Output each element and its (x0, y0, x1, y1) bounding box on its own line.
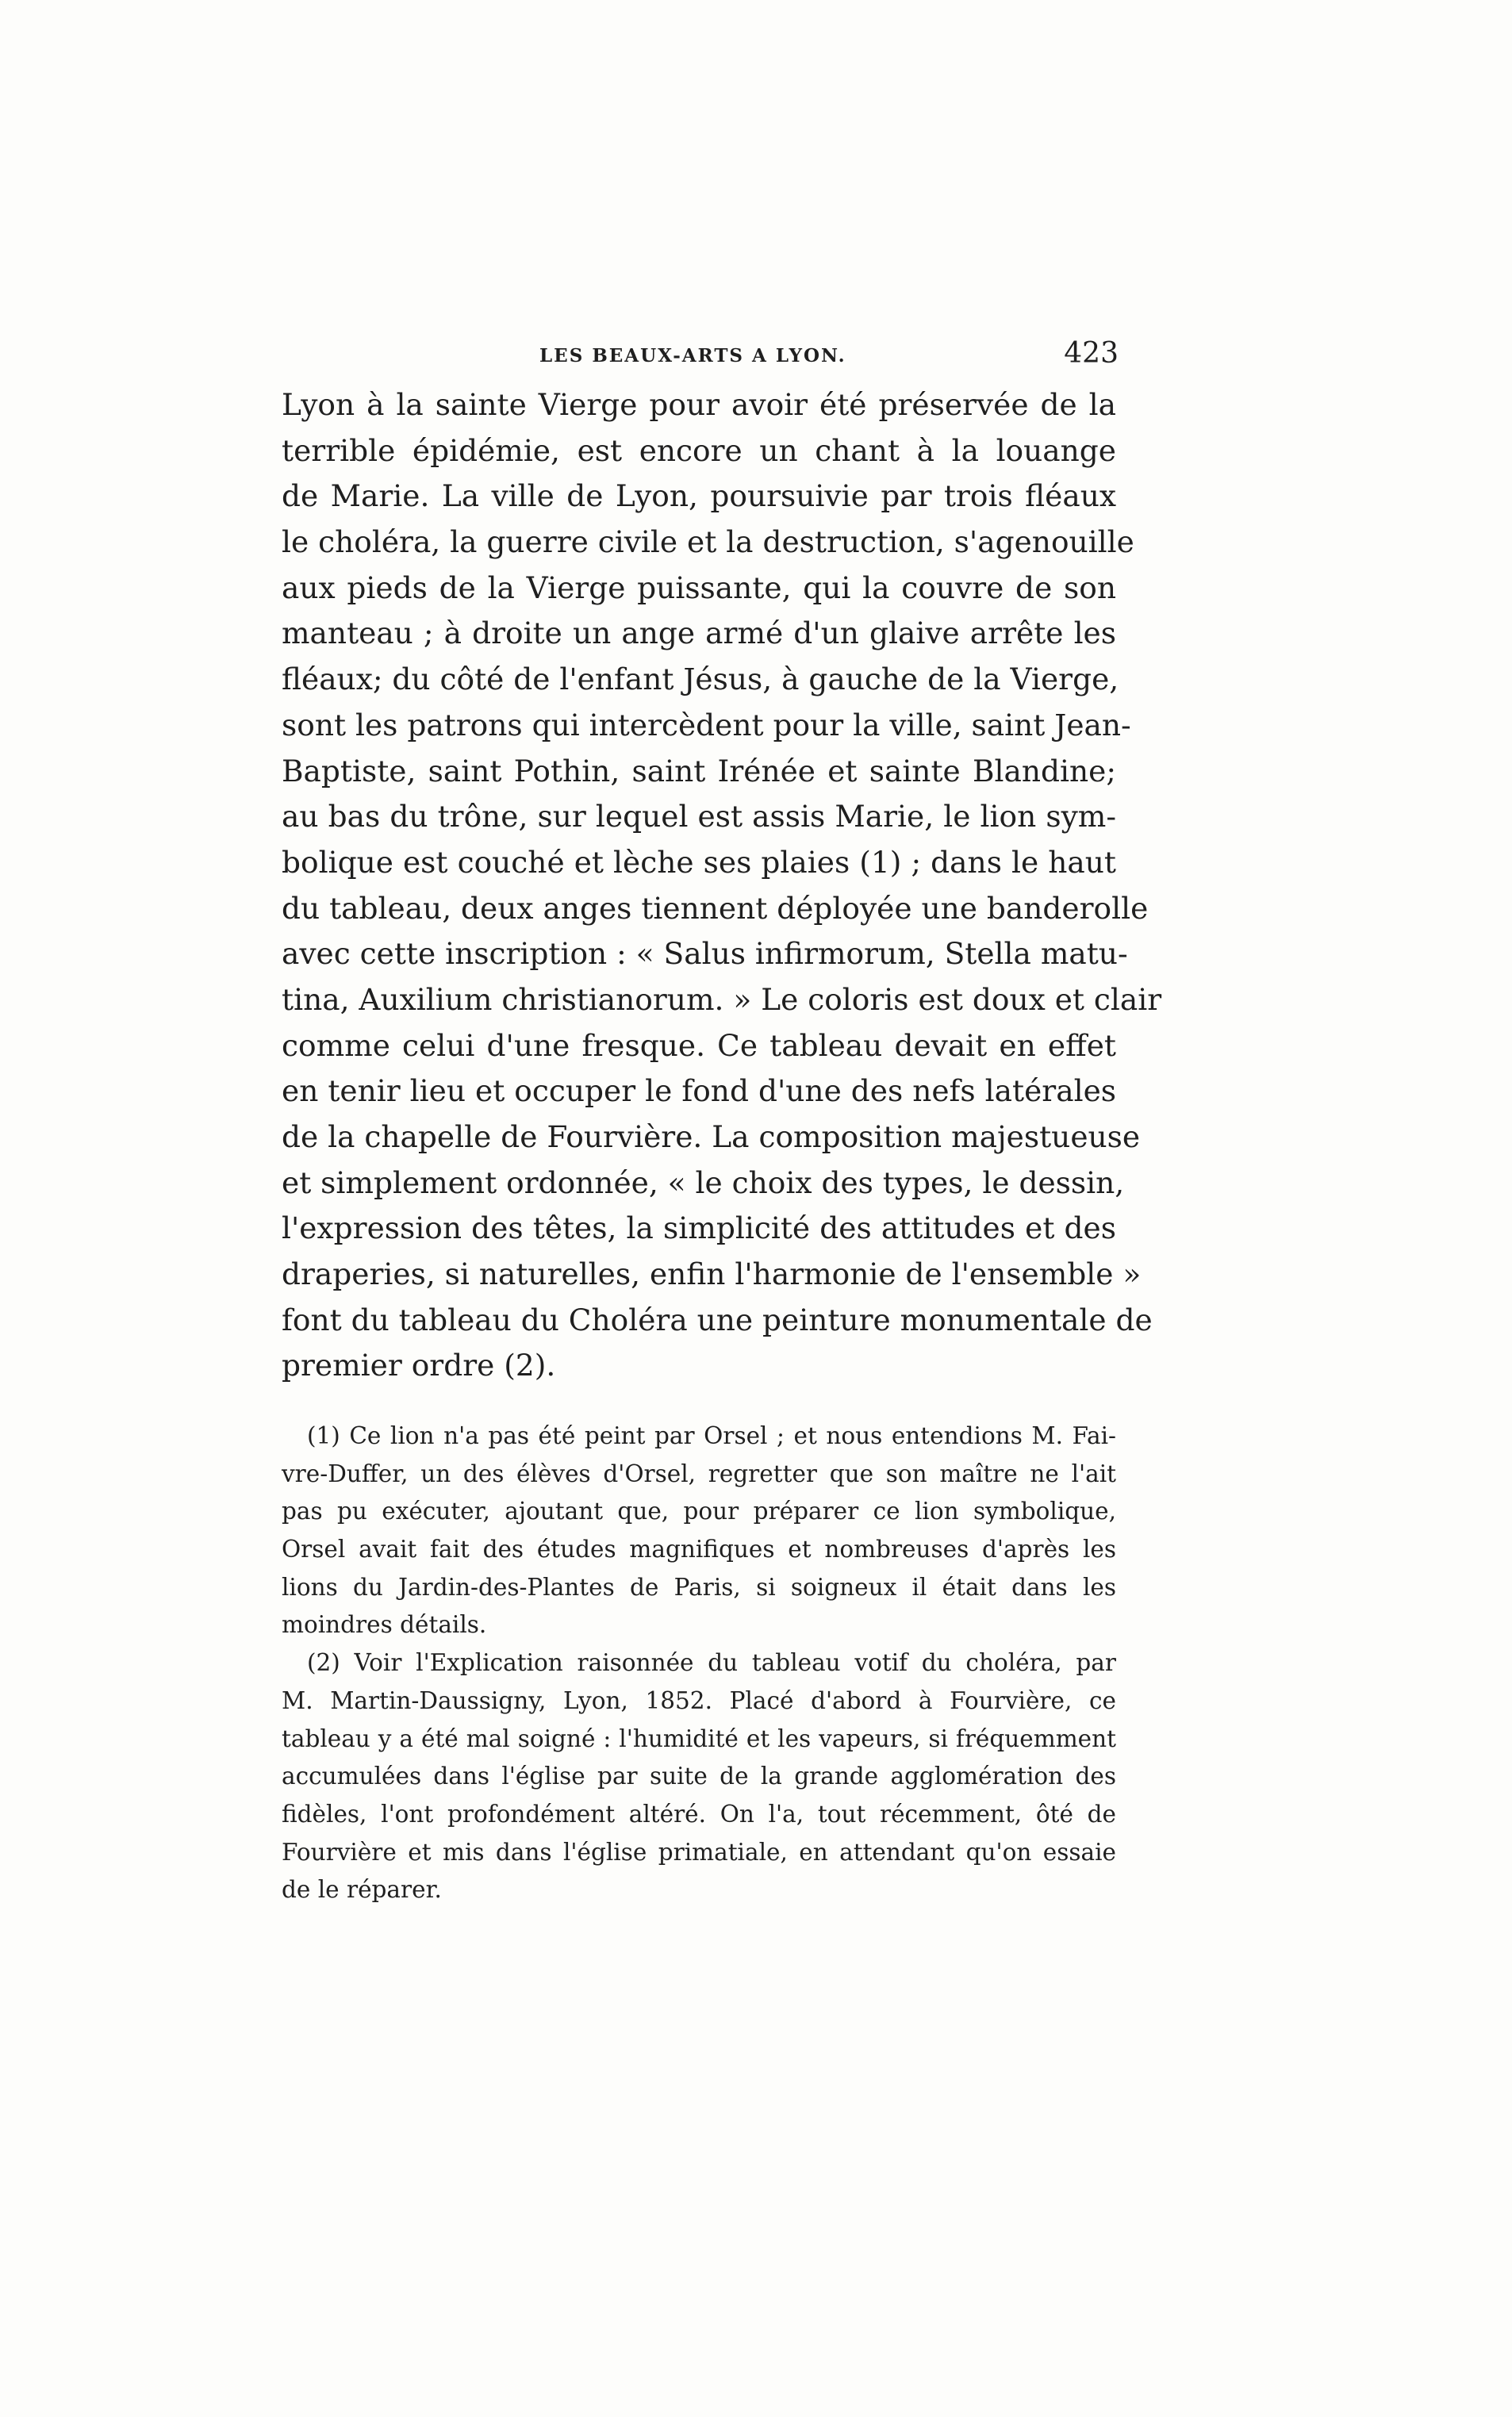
text-line: fléaux; du côté de l'enfant Jésus, à gauche de la Vierge, (282, 662, 1119, 697)
text-line: du tableau, deux anges tiennent déployée une banderolle (282, 890, 1149, 926)
text-line: aux pieds de la Vierge puissante, qui la couvre de son (282, 570, 1116, 605)
main-text (282, 382, 1162, 1389)
running-title: LES BEAUX-ARTS A LYON. (539, 345, 846, 366)
text-line: tina, Auxilium christianorum. » Le coloris est doux et clair (282, 981, 1162, 1017)
footnote-line: moindres détails. (282, 1611, 487, 1639)
text-line: et simplement ordonnée, « le choix des types, le dessin, (282, 1164, 1125, 1200)
text-line: l'expression des têtes, la simplicité des attitudes et des (282, 1210, 1116, 1246)
text-line: manteau ; à droite un ange armé d'un glaive arrête les (282, 616, 1116, 651)
text-line: draperies, si naturelles, enfin l'harmonie de l'ensemble » (282, 1256, 1142, 1292)
text-line: de Marie. La ville de Lyon, poursuivie par trois fléaux (282, 478, 1116, 514)
text-line: Lyon à la sainte Vierge pour avoir été préservée de la (282, 387, 1116, 422)
footnote-line: M. Martin-Daussigny, Lyon, 1852. Placé d'abord à Fourvière, ce (282, 1686, 1116, 1714)
footnote-line: pas pu exécuter, ajoutant que, pour préparer ce lion symbolique, (282, 1498, 1116, 1525)
footnote-line: Fourvière et mis dans l'église primatiale, en attendant qu'on essaie (282, 1838, 1116, 1866)
footnote-line: Orsel avait fait des études magnifiques et nombreuses d'après les (282, 1536, 1116, 1563)
text-line: premier ordre (2). (282, 1348, 556, 1383)
page-number: 423 (1064, 337, 1119, 370)
footnote-1 (282, 1418, 1116, 1644)
text-line: le choléra, la guerre civile et la destruction, s'agenouille (282, 524, 1134, 560)
text-line: en tenir lieu et occuper le fond d'une des nefs latérales (282, 1073, 1116, 1109)
footnote-line: lions du Jardin-des-Plantes de Paris, si soigneux il était dans les (282, 1573, 1116, 1601)
text-line: sont les patrons qui intercèdent pour la ville, saint Jean- (282, 707, 1131, 742)
text-line: font du tableau du Choléra une peinture monumentale de (282, 1302, 1153, 1337)
footnote-line: vre-Duffer, un des élèves d'Orsel, regretter que son maître ne l'ait (282, 1460, 1116, 1487)
text-line: terrible épidémie, est encore un chant à la louange (282, 432, 1116, 468)
footnote-line: tableau y a été mal soigné : l'humidité et les vapeurs, si fréquemment (282, 1725, 1116, 1752)
text-line: bolique est couché et lèche ses plaies (1) ; dans le haut (282, 844, 1116, 880)
text-line: Baptiste, saint Pothin, saint Irénée et sainte Blandine; (282, 753, 1116, 788)
text-line: au bas du trône, sur lequel est assis Marie, le lion sym- (282, 799, 1116, 834)
text-line: comme celui d'une fresque. Ce tableau devait en effet (282, 1027, 1116, 1063)
text-line: de la chapelle de Fourvière. La composition majestueuse (282, 1119, 1141, 1154)
footnote-line: accumulées dans l'église par suite de la grande agglomération des (282, 1763, 1116, 1790)
text-line: avec cette inscription : « Salus infirmorum, Stella matu- (282, 936, 1128, 972)
footnote-2 (282, 1644, 1116, 1909)
footnote-line: (1) Ce lion n'a pas été peint par Orsel ; et nous entendions M. Fai- (307, 1422, 1116, 1449)
footnote-line: fidèles, l'ont profondément altéré. On l'a, tout récemment, ôté de (282, 1800, 1116, 1828)
footnote-line: de le réparer. (282, 1876, 442, 1904)
footnote-line: (2) Voir l'Explication raisonnée du tableau votif du choléra, par (307, 1649, 1116, 1677)
running-head (282, 337, 1134, 377)
footnotes (282, 1418, 1116, 1909)
